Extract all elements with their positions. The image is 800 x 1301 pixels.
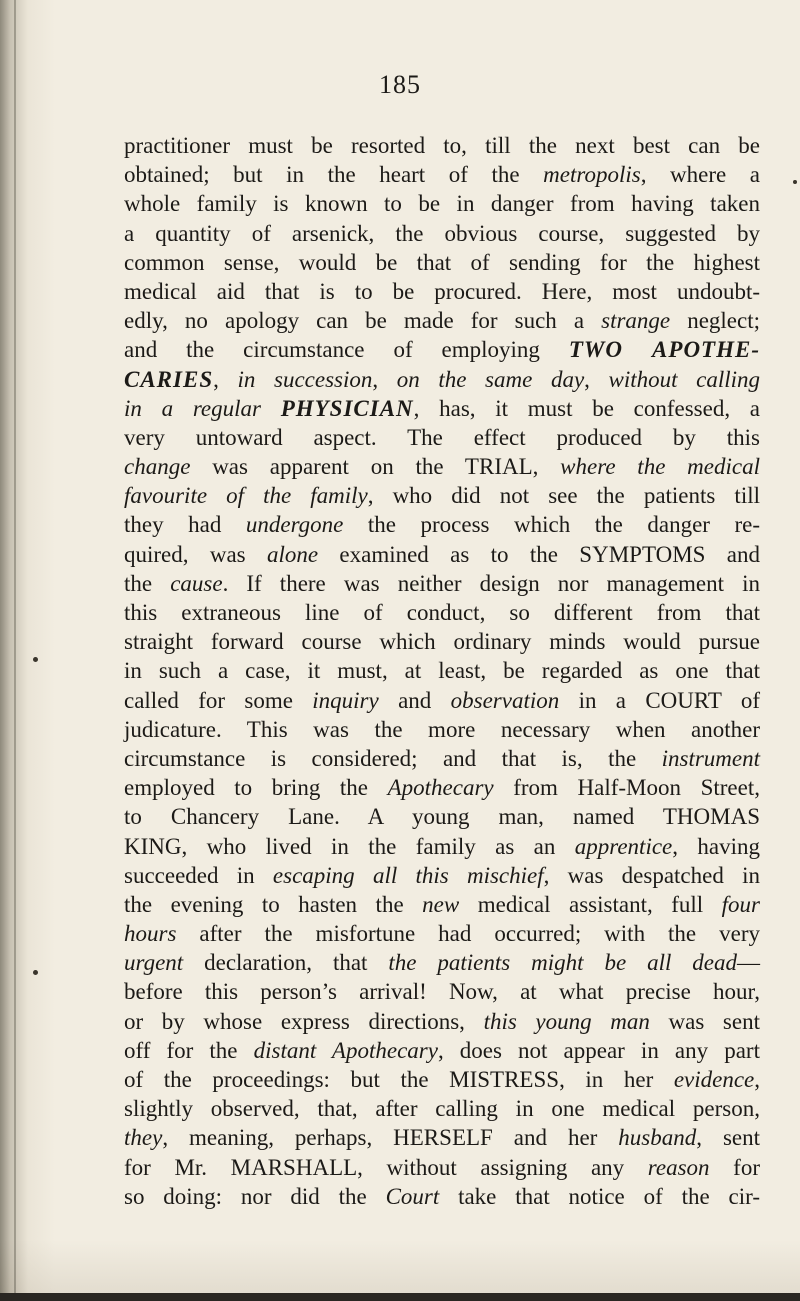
text-run: neglect;: [670, 308, 760, 334]
text-line: [124, 1007, 760, 1036]
text-run: , has, it must be confessed, a: [413, 395, 760, 421]
text-run: in such a case, it must, at least, be regarded as one that: [124, 658, 760, 684]
text-line: [124, 452, 760, 481]
text-run: a quantity of arsenick, the obvious course, suggested by: [124, 220, 760, 246]
text-line: [124, 598, 760, 627]
text-line: [124, 306, 760, 335]
italic-text: favourite of the family: [124, 483, 368, 509]
text-run: , was despatched in: [543, 862, 760, 888]
text-run: , where a: [640, 162, 760, 188]
text-run: ,: [372, 366, 397, 392]
text-run: in a COURT of: [559, 687, 760, 713]
text-run: , who did not see the patients till: [367, 483, 760, 509]
text-run: straight forward course which ordinary minds would pursue: [124, 629, 760, 655]
text-run: before this person’s arrival! Now, at what precise hour,: [124, 979, 760, 1005]
text-line: [124, 948, 760, 977]
text-run: of the proceedings: but the MISTRESS, in her: [124, 1067, 674, 1092]
italic-text: cause: [170, 570, 223, 596]
italic-text: the patients might be all dead: [388, 950, 737, 976]
text-run: the evening to hasten the: [124, 891, 423, 917]
text-run: off for the: [124, 1037, 254, 1063]
text-run: was sent: [649, 1008, 760, 1034]
text-run: declaration, that: [183, 950, 389, 976]
italic-text: evidence: [673, 1067, 755, 1092]
text-line: [124, 1065, 760, 1094]
italic-text: Court: [385, 1183, 440, 1209]
italic-text: in a regular: [124, 395, 281, 421]
italic-text: escaping all this mischief: [272, 862, 544, 888]
italic-text: distant Apothecary: [253, 1037, 438, 1063]
text-run: , does not appear in any part: [437, 1037, 760, 1063]
text-line: [124, 656, 760, 685]
text-run: they had: [124, 512, 246, 538]
italic-text: strange: [601, 308, 671, 334]
emphasis-caps: TWO APOTHE-: [568, 337, 760, 363]
italic-text: change: [124, 454, 191, 480]
text-line: [124, 540, 760, 569]
italic-text: husband: [618, 1125, 697, 1151]
text-line: [124, 160, 760, 189]
text-line: [124, 715, 760, 744]
ink-speck: [33, 657, 38, 662]
text-run: ,: [754, 1067, 760, 1092]
text-line: [124, 1182, 760, 1211]
text-run: employed to bring the: [124, 775, 388, 801]
text-run: and the circumstance of employing: [124, 337, 569, 363]
italic-text: undergone: [245, 512, 344, 538]
text-run: for: [709, 1154, 760, 1180]
text-run: quired, was: [124, 541, 267, 567]
ink-speck: [793, 180, 797, 184]
italic-text: new: [422, 891, 460, 917]
text-run: , having: [672, 833, 760, 859]
italic-text: observation: [450, 687, 560, 713]
italic-text: hours: [124, 921, 177, 947]
text-run: called for some: [124, 687, 313, 713]
text-run: examined as to the SYMPTOMS and: [318, 541, 760, 567]
text-line: [124, 423, 760, 452]
text-line: [124, 1094, 760, 1123]
text-run: . If there was neither design nor management in: [222, 570, 760, 596]
text-line: [124, 686, 760, 715]
ink-speck: [33, 970, 38, 975]
text-line: [124, 919, 760, 948]
text-line: [124, 861, 760, 890]
text-line: [124, 248, 760, 277]
text-run: this extraneous line of conduct, so different from that: [124, 600, 760, 625]
italic-text: alone: [266, 541, 319, 567]
page-bottom-edge: [0, 1293, 800, 1301]
text-run: the: [124, 570, 171, 596]
text-run: edly, no apology can be made for such a: [124, 308, 602, 334]
text-run: ,: [584, 366, 609, 392]
italic-text: instrument: [661, 745, 760, 771]
text-run: succeeded in: [124, 862, 273, 888]
text-line: [124, 510, 760, 539]
text-line: [124, 277, 760, 306]
text-run: take that notice of the cir-: [439, 1183, 760, 1209]
text-line: [124, 1123, 760, 1152]
text-line: [124, 802, 760, 831]
italic-text: reason: [647, 1154, 710, 1180]
italic-text: inquiry: [312, 687, 379, 713]
text-run: very untoward aspect. The effect produced by this: [124, 424, 760, 450]
text-run: the process which the danger re-: [343, 512, 760, 538]
body-text: [124, 131, 760, 1211]
emphasis-caps: PHYSICIAN: [280, 395, 414, 421]
text-run: common sense, would be that of sending for the highest: [124, 249, 760, 275]
italic-text: they: [124, 1125, 163, 1151]
text-run: , meaning, perhaps, HERSELF and her: [162, 1125, 619, 1151]
text-line: [124, 890, 760, 919]
italic-text: in succession: [237, 366, 373, 392]
text-run: circumstance is considered; and that is, the: [124, 745, 662, 771]
page-number: 185: [379, 70, 421, 99]
text-run: obtained; but in the heart of the: [124, 162, 544, 188]
text-line: [124, 131, 760, 160]
page-gutter-shadow: [14, 0, 16, 1301]
text-run: so doing: nor did the: [124, 1183, 386, 1209]
text-run: KING, who lived in the family as an: [124, 833, 575, 859]
text-line: [124, 569, 760, 598]
text-line: [124, 365, 760, 394]
text-line: [124, 219, 760, 248]
italic-text: where the medical: [560, 454, 760, 480]
text-run: medical assistant, full: [459, 891, 722, 917]
text-run: slightly observed, that, after calling in one medical person,: [124, 1096, 760, 1122]
text-line: [124, 773, 760, 802]
italic-text: this young man: [483, 1008, 650, 1034]
text-line: [124, 744, 760, 773]
italic-text: apprentice: [574, 833, 673, 859]
text-line: [124, 1036, 760, 1065]
text-run: from Half-Moon Street,: [493, 775, 760, 801]
text-run: to Chancery Lane. A young man, named THOMAS: [124, 804, 760, 830]
italic-text: four: [721, 891, 760, 917]
text-line: [124, 335, 760, 364]
text-run: medical aid that is to be procured. Here, most undoubt-: [124, 278, 760, 304]
text-line: [124, 1153, 760, 1182]
text-run: , sent: [696, 1125, 760, 1151]
text-line: [124, 832, 760, 861]
text-run: judicature. This was the more necessary when another: [124, 716, 760, 742]
text-run: was apparent on the TRIAL,: [190, 454, 561, 480]
text-run: —: [737, 950, 760, 976]
text-run: after the misfortune had occurred; with the very: [176, 921, 760, 947]
text-line: [124, 189, 760, 218]
italic-text: without calling: [608, 366, 761, 392]
text-run: and: [378, 687, 451, 713]
text-line: [124, 627, 760, 656]
text-run: practitioner must be resorted to, till the next best can be: [124, 133, 760, 158]
italic-text: on the same day: [396, 366, 585, 392]
text-run: ,: [213, 366, 238, 392]
italic-text: urgent: [124, 950, 184, 976]
italic-text: metropolis: [543, 162, 641, 188]
text-line: [124, 977, 760, 1006]
italic-text: Apothecary: [387, 775, 494, 801]
text-line: [124, 481, 760, 510]
text-line: [124, 394, 760, 423]
text-run: whole family is known to be in danger from having taken: [124, 191, 760, 217]
text-run: for Mr. MARSHALL, without assigning any: [124, 1154, 648, 1180]
text-run: or by whose express directions,: [124, 1008, 484, 1034]
emphasis-caps: CARIES: [124, 366, 214, 392]
